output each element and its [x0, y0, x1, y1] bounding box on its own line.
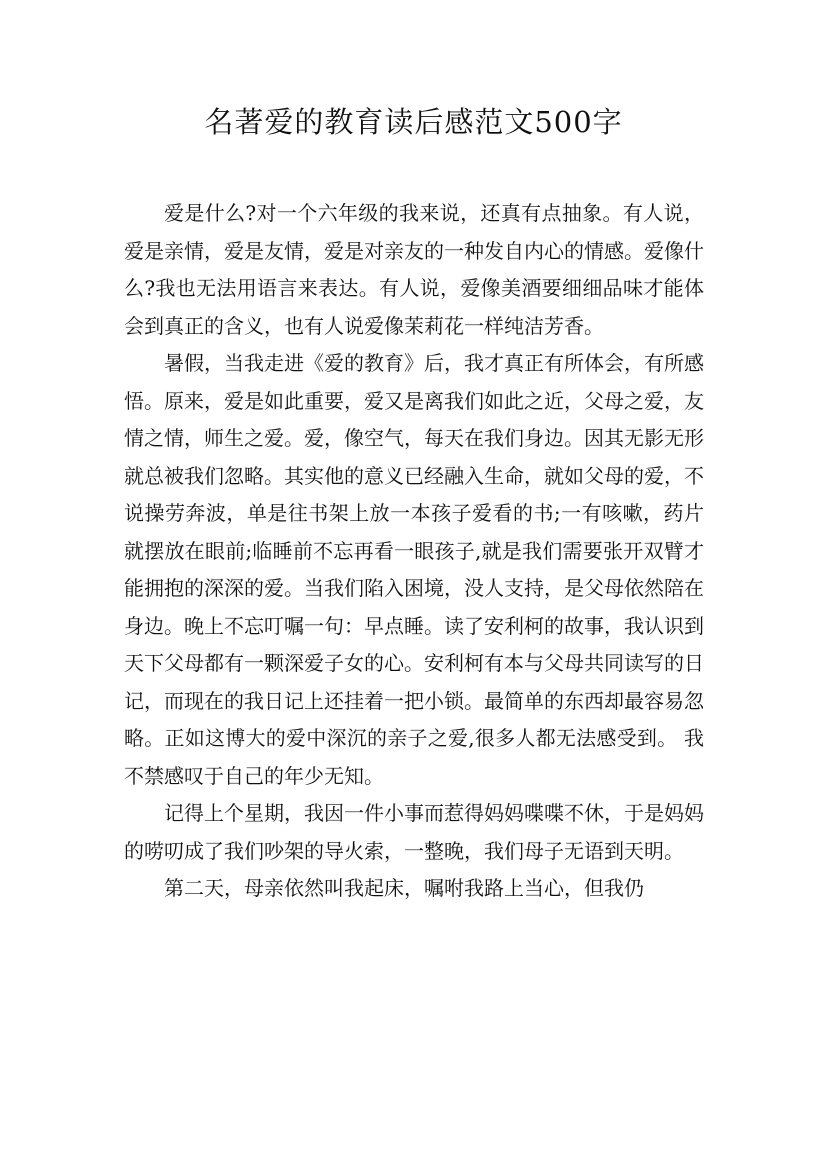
paragraph: 爱是什么?对一个六年级的我来说，还真有点抽象。有人说，爱是亲情，爱是友情，爱是对亲友的一种发自内心的情感。爱像什么?我也无法用语言来表达。有人说，爱像美酒要细细品味才能体会到真正的含义，也有人说爱像茉莉花一样纯洁芳香。 — [124, 201, 704, 338]
paragraph: 记得上个星期，我因一件小事而惹得妈妈喋喋不休，于是妈妈的唠叨成了我们吵架的导火索，一整晚，我们母子无语到天明。 — [124, 801, 704, 863]
document-body — [124, 195, 704, 908]
paragraph: 暑假，当我走进《爱的教育》后，我才真正有所体会，有所感悟。原来，爱是如此重要，爱又是离我们如此之近，父母之爱，友情之情，师生之爱。爱，像空气，每天在我们身边。因其无影无形就总被我们忽略。其实他的意义已经融入生命，就如父母的爱，不说操劳奔波，单是往书架上放一本孩子爱看的书;一有咳嗽，药片就摆放在眼前;临睡前不忘再看一眼孩子,就是我们需要张开双臂才能拥抱的深深的爱。当我们陷入困境，没人支持，是父母依然陪在身边。晚上不忘叮嘱一句：早点睡。读了安利柯的故事，我认识到天下父母都有一颗深爱子女的心。安利柯有本与父母共同读写的日记，而现在的我日记上还挂着一把小锁。最简单的东西却最容易忽略。正如这博大的爱中深沉的亲子之爱,很多人都无法感受到。 我不禁感叹于自己的年少无知。 — [124, 351, 704, 788]
paragraph: 第二天，母亲依然叫我起床，嘱咐我路上当心，但我仍 — [164, 876, 644, 900]
document-title: 名著爱的教育读后感范文500字 — [204, 105, 623, 139]
